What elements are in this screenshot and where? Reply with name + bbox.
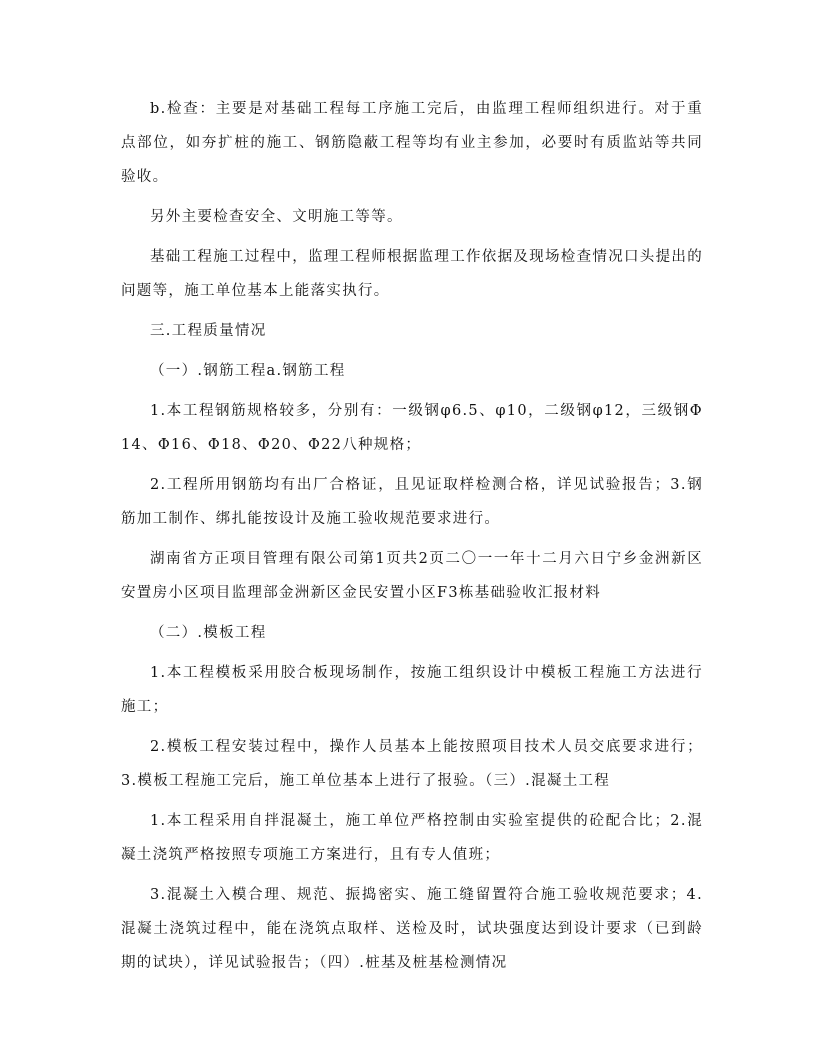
paragraph-inspection: b.检查：主要是对基础工程每工序施工完后，由监理工程师组织进行。对于重点部位，如夯扩桩的施工、钢筋隐蔽工程等均有业主参加，必要时有质监站等共同验收。 — [121, 101, 703, 185]
paragraph-rebar-specs: 1.本工程钢筋规格较多，分别有：一级钢φ6.5、φ10，二级钢φ12，三级钢Φ14、Φ16、Φ18、Φ20、Φ22八种规格； — [121, 403, 703, 453]
paragraph-concrete-pour: 3.混凝土入模合理、规范、振捣密实、施工缝留置符合施工验收规范要求；4.混凝土浇筑过程中，能在浇筑点取样、送检及时，试块强度达到设计要求（已到龄期的试块），详见试验报告；（四）.桩基及桩基检测情况 — [121, 887, 703, 971]
paragraph-formwork-material: 1.本工程模板采用胶合板现场制作，按施工组织设计中模板工程施工方法进行施工； — [121, 665, 703, 715]
paragraph-concrete-mix: 1.本工程采用自拌混凝土，施工单位严格控制由实验室提供的砼配合比；2.混凝土浇筑严格按照专项施工方案进行，且有专人值班； — [121, 813, 703, 863]
paragraph-formwork-install: 2.模板工程安装过程中，操作人员基本上能按照项目技术人员交底要求进行；3.模板工程施工完后，施工单位基本上进行了报验。（三）.混凝土工程 — [121, 739, 703, 789]
subsection-heading-formwork: （二）.模板工程 — [150, 625, 267, 641]
paragraph-rebar-certificates: 2.工程所用钢筋均有出厂合格证，且见证取样检测合格，详见试验报告；3.钢筋加工制作、绑扎能按设计及施工验收规范要求进行。 — [121, 477, 703, 527]
section-heading-quality: 三.工程质量情况 — [150, 323, 267, 339]
subsection-heading-rebar: （一）.钢筋工程a.钢筋工程 — [150, 363, 346, 379]
paragraph-foundation-process: 基础工程施工过程中，监理工程师根据监理工作依据及现场检查情况口头提出的问题等，施工单位基本上能落实执行。 — [121, 249, 703, 299]
paragraph-safety-check: 另外主要检查安全、文明施工等等。 — [150, 209, 403, 225]
paragraph-page-footer-text: 湖南省方正项目管理有限公司第1页共2页二〇一一年十二月六日宁乡金洲新区安置房小区项目监理部金洲新区金民安置小区F3栋基础验收汇报材料 — [121, 551, 703, 601]
document-body — [121, 92, 703, 986]
